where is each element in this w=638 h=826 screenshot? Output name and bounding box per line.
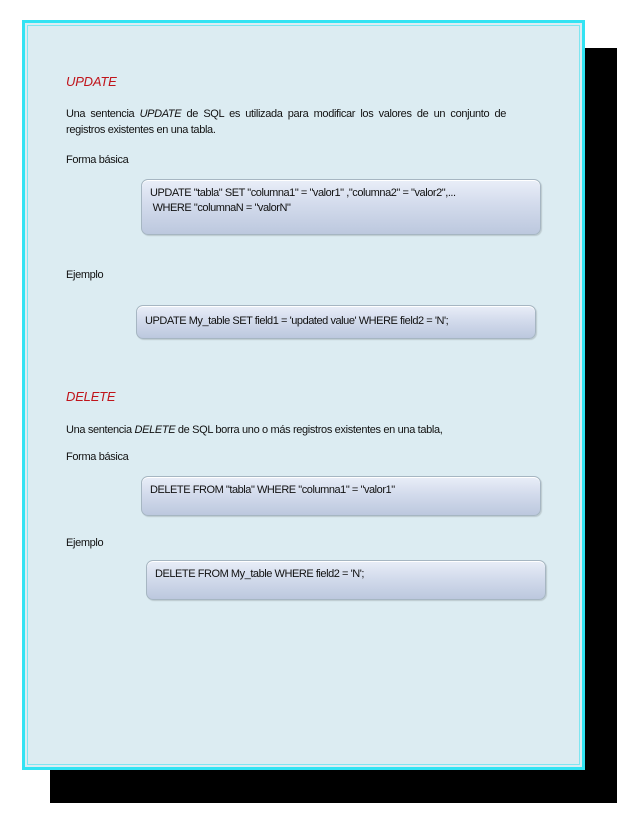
update-basic-code-line-2: WHERE "columnaN = "valorN" bbox=[150, 202, 291, 214]
update-basic-code-box bbox=[141, 179, 541, 235]
update-example-label: Ejemplo bbox=[66, 269, 104, 281]
delete-example-code: DELETE FROM My_table WHERE field2 = 'N'; bbox=[155, 568, 365, 580]
delete-basic-label: Forma básica bbox=[66, 451, 129, 463]
update-intro bbox=[66, 106, 506, 138]
delete-intro-keyword: DELETE bbox=[134, 424, 176, 436]
update-example-code-box bbox=[136, 305, 536, 339]
update-intro-after: de SQL es utilizada para modificar los valores de un conjunto de registros existentes en una tabla. bbox=[66, 108, 506, 136]
delete-basic-code-box bbox=[141, 476, 541, 516]
delete-intro-after: de SQL borra uno o más registros existentes en una tabla, bbox=[175, 424, 443, 436]
delete-example-code-box bbox=[146, 560, 546, 600]
delete-intro-before: Una sentencia bbox=[66, 424, 135, 436]
update-example-code: UPDATE My_table SET field1 = 'updated value' WHERE field2 = 'N'; bbox=[145, 315, 449, 327]
update-intro-keyword: UPDATE bbox=[139, 108, 182, 120]
delete-basic-code: DELETE FROM "tabla" WHERE "columna1" = "valor1" bbox=[150, 484, 395, 496]
delete-intro bbox=[66, 422, 506, 438]
update-basic-code-line-1: UPDATE "tabla" SET "columna1" = "valor1" ,"columna2" = "valor2",... bbox=[150, 187, 456, 199]
delete-heading: DELETE bbox=[66, 389, 116, 404]
update-heading: UPDATE bbox=[66, 74, 117, 89]
update-basic-label: Forma básica bbox=[66, 154, 129, 166]
update-intro-before: Una sentencia bbox=[66, 108, 140, 120]
delete-example-label: Ejemplo bbox=[66, 537, 104, 549]
